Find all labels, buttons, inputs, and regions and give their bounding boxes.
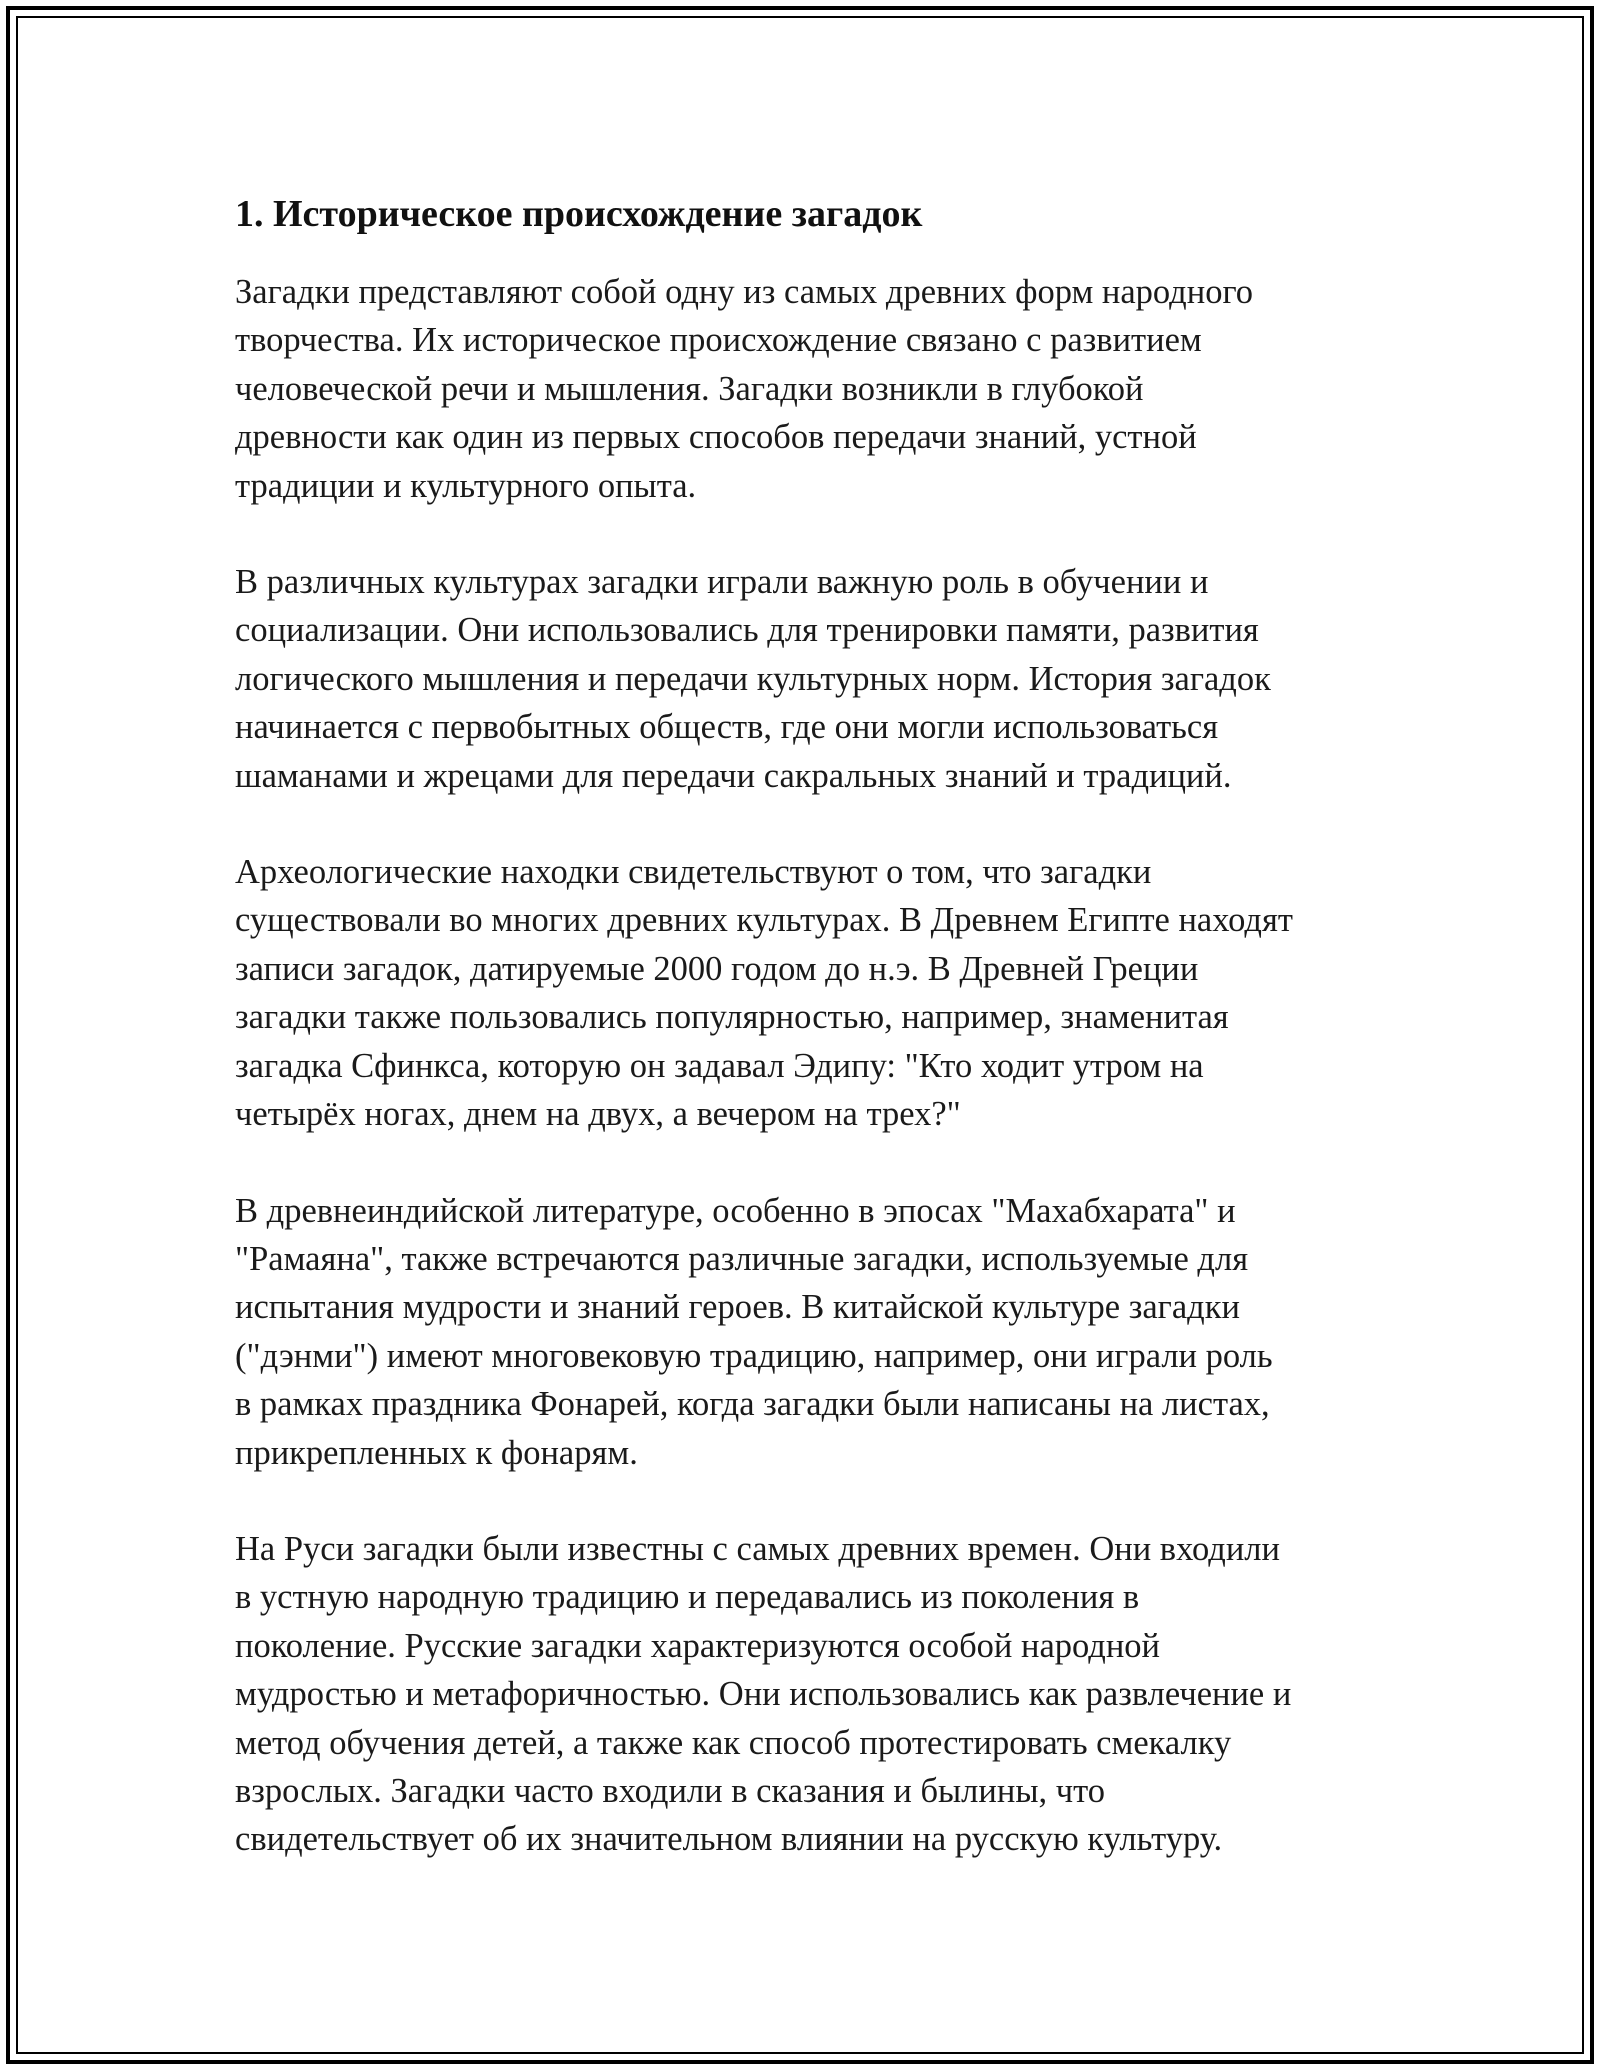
paragraph-line: ("дэнми") имеют многовековую традицию, например, они играли роль — [235, 1336, 1273, 1375]
body-paragraph — [235, 1525, 1385, 1864]
paragraph-line: Загадки представляют собой одну из самых древних форм народного — [235, 273, 1253, 311]
paragraph-line: древности как один из первых способов передачи знаний, устной — [235, 418, 1197, 457]
body-paragraph — [235, 268, 1385, 510]
paragraph-line: в рамках праздника Фонарей, когда загадки были написаны на листах, — [235, 1385, 1270, 1424]
body-paragraph — [235, 848, 1385, 1138]
paragraph-line: свидетельствует об их значительном влиянии на русскую культуру. — [235, 1820, 1223, 1859]
paragraph-line: записи загадок, датируемые 2000 годом до н.э. В Древней Греции — [235, 949, 1199, 988]
paragraph-line: На Руси загадки были известны с самых древних времен. Они входили — [235, 1529, 1280, 1568]
paragraph-line: мудростью и метафоричностью. Они использовались как развлечение и — [235, 1675, 1292, 1714]
paragraph-line: Археологические находки свидетельствуют о том, что загадки — [235, 853, 1152, 892]
body-paragraph — [235, 558, 1385, 800]
paragraph-line: поколение. Русские загадки характеризуются особой народной — [235, 1626, 1160, 1665]
paragraph-line: социализации. Они использовались для тренировки памяти, развития — [235, 611, 1259, 650]
document-body — [235, 268, 1385, 1864]
paragraph-line: логического мышления и передачи культурных норм. История загадок — [235, 659, 1271, 698]
paragraph-line: В древнеиндийской литературе, особенно в эпосах "Махабхарата" и — [235, 1191, 1236, 1230]
document-page — [235, 188, 1385, 1864]
paragraph-line: "Рамаяна", также встречаются различные загадки, используемые для — [235, 1239, 1249, 1278]
paragraph-line: творчества. Их историческое происхождение связано с развитием — [235, 321, 1202, 360]
section-title: 1. Историческое происхождение загадок — [235, 193, 923, 235]
paragraph-line: метод обучения детей, а также как способ протестировать смекалку — [235, 1723, 1232, 1762]
paragraph-line: в устную народную традицию и передавались из поколения в — [235, 1578, 1140, 1617]
paragraph-line: четырёх ногах, днем на двух, а вечером на трех?" — [235, 1095, 961, 1134]
paragraph-line: испытания мудрости и знаний героев. В китайской культуре загадки — [235, 1288, 1240, 1327]
paragraph-line: В различных культурах загадки играли важную роль в обучении и — [235, 563, 1209, 602]
paragraph-line: традиции и культурного опыта. — [235, 466, 697, 505]
paragraph-line: прикрепленных к фонарям. — [235, 1433, 638, 1472]
body-paragraph — [235, 1187, 1385, 1477]
paragraph-line: человеческой речи и мышления. Загадки возникли в глубокой — [235, 369, 1144, 408]
paragraph-line: загадка Сфинкса, которую он задавал Эдипу: "Кто ходит утром на — [235, 1046, 1204, 1085]
paragraph-line: загадки также пользовались популярностью, например, знаменитая — [235, 998, 1229, 1037]
paragraph-line: шаманами и жрецами для передачи сакральных знаний и традиций. — [235, 756, 1232, 795]
paragraph-line: существовали во многих древних культурах. В Древнем Египте находят — [235, 901, 1293, 940]
paragraph-line: начинается с первобытных обществ, где они могли использоваться — [235, 708, 1219, 747]
paragraph-line: взрослых. Загадки часто входили в сказания и былины, что — [235, 1771, 1105, 1810]
